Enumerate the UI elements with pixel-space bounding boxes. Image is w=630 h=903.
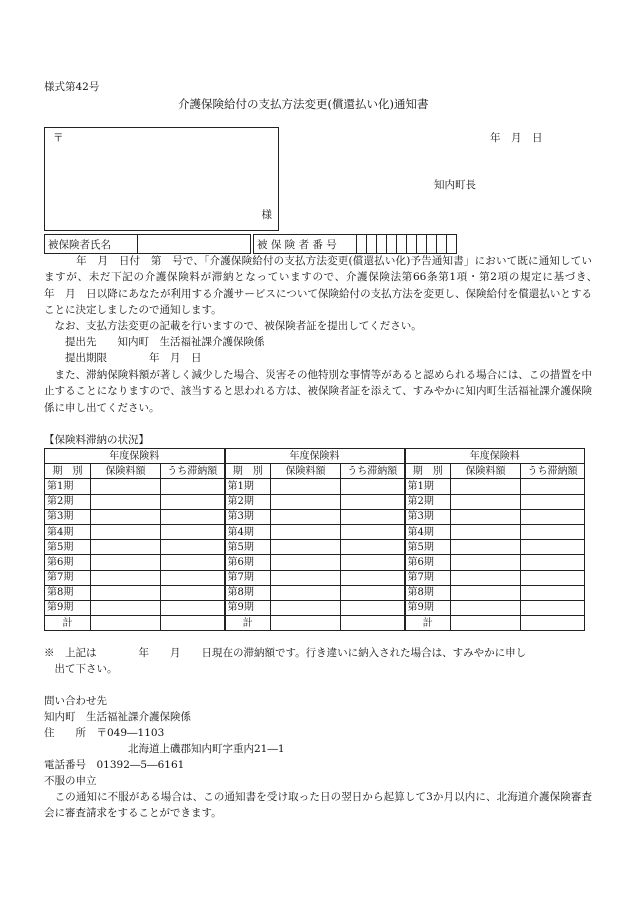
- arrears-column-header: うち滞納額: [521, 464, 585, 479]
- arrears-cell: [341, 600, 405, 615]
- amount-cell: [451, 570, 521, 585]
- amount-cell: [91, 600, 161, 615]
- arrears-cell: [521, 479, 585, 494]
- form-number: 様式第42号: [44, 81, 100, 93]
- fiscal-year-header: 年度保険料: [405, 449, 585, 464]
- arrears-column-header: うち滞納額: [161, 464, 225, 479]
- arrears-cell: [341, 585, 405, 600]
- arrears-cell: [161, 570, 225, 585]
- total-amount-cell: [271, 616, 341, 631]
- contact-title: 問い合わせ先: [44, 695, 107, 707]
- fiscal-year-header: 年度保険料: [45, 449, 225, 464]
- period-column-header: 期 別: [405, 464, 451, 479]
- period-label: 第7期: [45, 570, 91, 585]
- period-label: 第8期: [45, 585, 91, 600]
- arrears-cell: [341, 570, 405, 585]
- status-section-title: 【保険料滞納の状況】: [44, 434, 149, 446]
- table-row: [45, 585, 585, 600]
- total-row: [45, 616, 585, 631]
- arrears-cell: [341, 524, 405, 539]
- amount-cell: [91, 540, 161, 555]
- note-line-2: 出て下さい。: [44, 663, 118, 675]
- period-label: 第5期: [45, 540, 91, 555]
- insured-name-label: 被保険者氏名: [45, 235, 138, 254]
- period-label: 第3期: [405, 509, 451, 524]
- arrears-cell: [161, 509, 225, 524]
- amount-cell: [271, 494, 341, 509]
- arrears-cell: [521, 509, 585, 524]
- amount-cell: [451, 600, 521, 615]
- amount-column-header: 保険料額: [271, 464, 341, 479]
- table-row: [45, 479, 585, 494]
- period-label: 第4期: [405, 524, 451, 539]
- period-label: 第3期: [45, 509, 91, 524]
- arrears-cell: [521, 555, 585, 570]
- arrears-column-header: うち滞納額: [341, 464, 405, 479]
- arrears-cell: [341, 509, 405, 524]
- insured-number-cell: [407, 235, 417, 254]
- table-row: [45, 540, 585, 555]
- period-label: 第2期: [405, 494, 451, 509]
- address-box: [44, 127, 279, 231]
- period-label: 第3期: [225, 509, 271, 524]
- amount-cell: [271, 555, 341, 570]
- insured-number-cell: [427, 235, 437, 254]
- amount-column-header: 保険料額: [91, 464, 161, 479]
- issue-date: 年 月 日: [490, 132, 543, 144]
- amount-cell: [91, 585, 161, 600]
- table-row: [45, 524, 585, 539]
- total-arrears-cell: [341, 616, 405, 631]
- submit-deadline: 提出期限 年 月 日: [44, 352, 202, 364]
- period-label: 第8期: [405, 585, 451, 600]
- arrears-cell: [341, 479, 405, 494]
- table-row: [45, 570, 585, 585]
- period-label: 第9期: [45, 600, 91, 615]
- period-column-header: 期 別: [225, 464, 271, 479]
- arrears-cell: [161, 600, 225, 615]
- amount-cell: [271, 570, 341, 585]
- arrears-cell: [521, 540, 585, 555]
- arrears-cell: [341, 494, 405, 509]
- amount-cell: [91, 555, 161, 570]
- table-row: [45, 509, 585, 524]
- insured-info-table: [44, 234, 457, 254]
- period-label: 第2期: [225, 494, 271, 509]
- arrears-cell: [161, 494, 225, 509]
- insured-number-label: 被 保 険 者 番 号: [254, 235, 357, 254]
- arrears-status-table: [44, 448, 585, 631]
- amount-cell: [271, 479, 341, 494]
- period-label: 第5期: [405, 540, 451, 555]
- amount-cell: [271, 600, 341, 615]
- amount-cell: [451, 585, 521, 600]
- contact-dept: 知内町 生活福祉課介護保険係: [44, 711, 191, 723]
- amount-cell: [271, 524, 341, 539]
- amount-cell: [271, 509, 341, 524]
- period-label: 第4期: [225, 524, 271, 539]
- amount-cell: [91, 494, 161, 509]
- period-label: 第7期: [225, 570, 271, 585]
- total-label: 計: [405, 616, 451, 631]
- amount-column-header: 保険料額: [451, 464, 521, 479]
- appeal-text: この通知に不服がある場合は、この通知書を受け取った日の翌日から起算して3か月以内に、北海道介護保険審査会に審査請求をすることができます。: [44, 791, 592, 820]
- table-row: [45, 494, 585, 509]
- arrears-cell: [521, 570, 585, 585]
- period-label: 第6期: [45, 555, 91, 570]
- amount-cell: [451, 509, 521, 524]
- insured-number-cell: [367, 235, 377, 254]
- document-title: 介護保険給付の支払方法変更(償還払い化)通知書: [178, 97, 429, 111]
- table-row: [45, 555, 585, 570]
- total-amount-cell: [451, 616, 521, 631]
- period-label: 第1期: [225, 479, 271, 494]
- amount-cell: [451, 479, 521, 494]
- period-column-header: 期 別: [45, 464, 91, 479]
- amount-cell: [91, 570, 161, 585]
- amount-cell: [451, 555, 521, 570]
- period-label: 第1期: [45, 479, 91, 494]
- arrears-cell: [521, 585, 585, 600]
- arrears-cell: [161, 555, 225, 570]
- period-label: 第1期: [405, 479, 451, 494]
- period-label: 第6期: [405, 555, 451, 570]
- insured-name-value: [138, 235, 251, 254]
- period-label: 第4期: [45, 524, 91, 539]
- arrears-cell: [161, 540, 225, 555]
- insured-number-cell: [417, 235, 427, 254]
- total-arrears-cell: [521, 616, 585, 631]
- amount-cell: [91, 509, 161, 524]
- period-label: 第9期: [405, 600, 451, 615]
- total-label: 計: [225, 616, 271, 631]
- period-label: 第8期: [225, 585, 271, 600]
- amount-cell: [451, 524, 521, 539]
- arrears-cell: [161, 479, 225, 494]
- postal-mark: 〒: [53, 132, 64, 144]
- sender-name: 知内町長: [434, 179, 476, 191]
- insured-number-cell: [357, 235, 367, 254]
- submit-to: 提出先 知内町 生活福祉課介護保険係: [44, 336, 265, 348]
- arrears-cell: [521, 494, 585, 509]
- insured-number-cell: [437, 235, 447, 254]
- arrears-cell: [521, 524, 585, 539]
- appeal-title: 不服の申立: [44, 775, 97, 787]
- total-amount-cell: [91, 616, 161, 631]
- period-label: 第2期: [45, 494, 91, 509]
- amount-cell: [91, 524, 161, 539]
- honorific: 様: [261, 209, 272, 221]
- arrears-cell: [161, 524, 225, 539]
- arrears-cell: [341, 555, 405, 570]
- total-label: 計: [45, 616, 91, 631]
- total-arrears-cell: [161, 616, 225, 631]
- notice-paragraph-1: 年 月 日付 第 号で、「介護保険給付の支払方法変更(償還払い化)予告通知書」において既に通知していますが、未だ下記の介護保険料が滞納となっていますので、介護保険法第66条第1項・第2項の規定に基づき、 年 月 日以降にあなたが利用する介護サービスについて保険給付の支払方法を変更し、保険給付を償還払いとすることに決定しましたので通知します。: [44, 255, 624, 316]
- notice-paragraph-3: また、滞納保険料額が著しく減少した場合、災害その他特別な事情等があると認められる場合には、この措置を中止することになりますので、該当すると思われる方は、被保険者証を添えて、すみやかに知内町生活福祉課介護保険係に申し出てください。: [44, 369, 592, 414]
- arrears-cell: [341, 540, 405, 555]
- amount-cell: [451, 540, 521, 555]
- arrears-cell: [161, 585, 225, 600]
- insured-number-cell: [377, 235, 387, 254]
- amount-cell: [451, 494, 521, 509]
- period-label: 第5期: [225, 540, 271, 555]
- period-label: 第7期: [405, 570, 451, 585]
- contact-address: 北海道上磯郡知内町字重内21―1: [128, 743, 285, 755]
- period-label: 第9期: [225, 600, 271, 615]
- arrears-cell: [521, 600, 585, 615]
- insured-number-cell: [447, 235, 457, 254]
- amount-cell: [91, 479, 161, 494]
- contact-phone: 電話番号 01392―5―6161: [44, 759, 185, 771]
- insured-number-cell: [387, 235, 397, 254]
- insured-number-cell: [397, 235, 407, 254]
- table-row: [45, 600, 585, 615]
- contact-postal: 住 所 〒049―1103: [44, 727, 165, 739]
- note-line-1: ※ 上記は 年 月 日現在の滞納額です。行き違いに納入された場合は、すみやかに申し: [44, 647, 527, 659]
- notice-paragraph-2: なお、支払方法変更の記載を行いますので、被保険者証を提出してください。: [44, 320, 422, 332]
- fiscal-year-header: 年度保険料: [225, 449, 405, 464]
- amount-cell: [271, 585, 341, 600]
- amount-cell: [271, 540, 341, 555]
- period-label: 第6期: [225, 555, 271, 570]
